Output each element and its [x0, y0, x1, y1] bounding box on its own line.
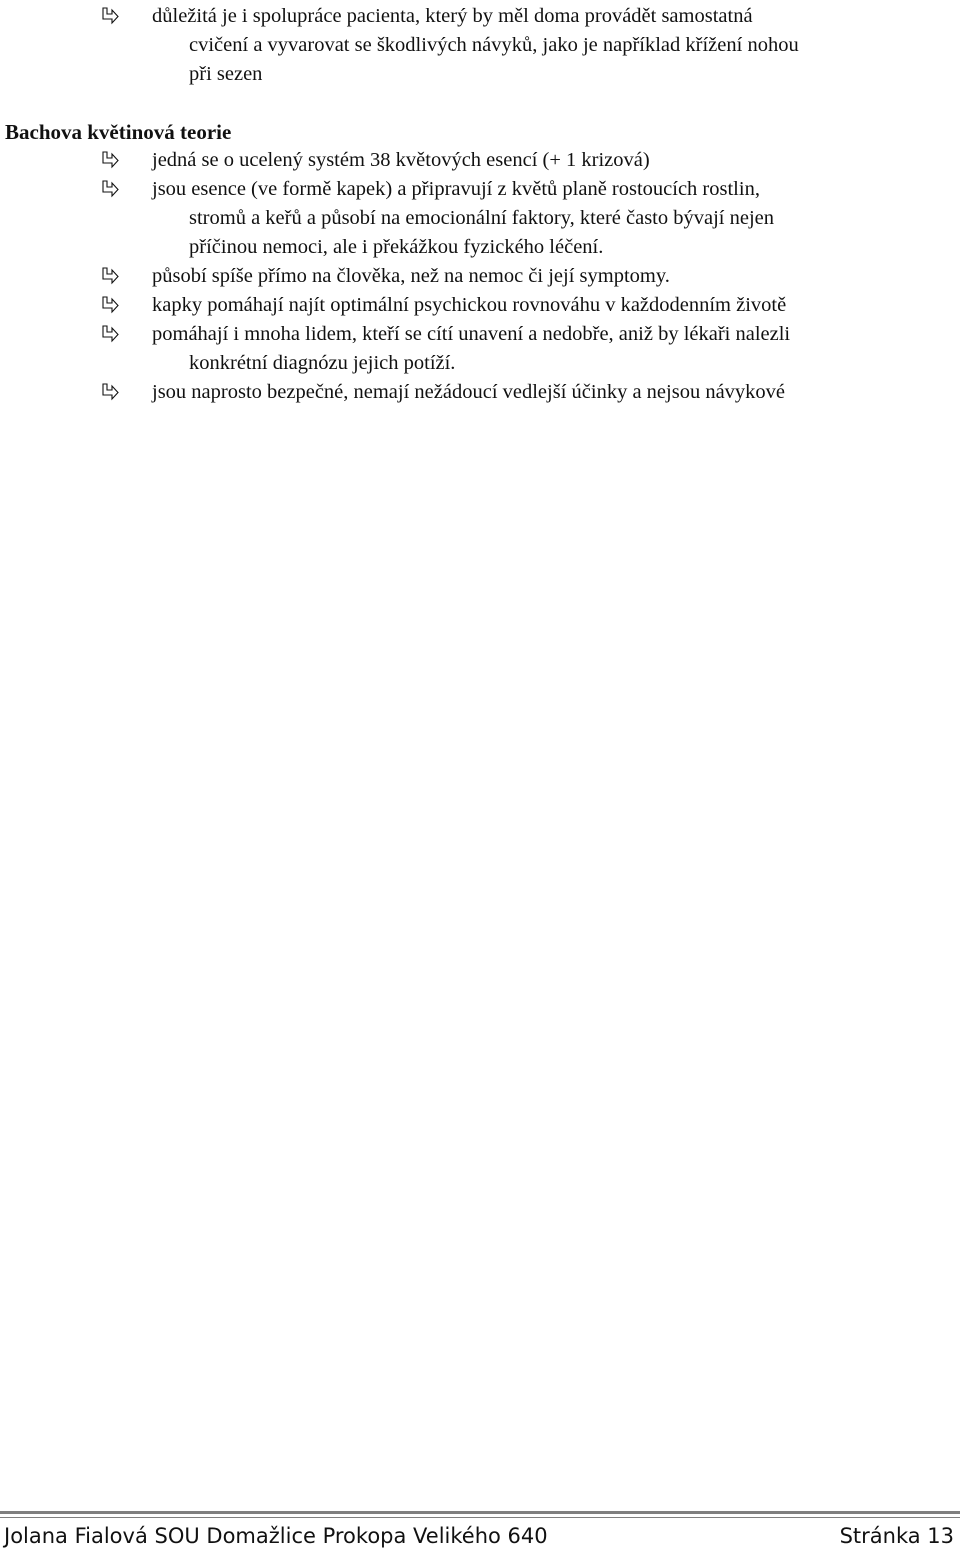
- list-item-line: konkrétní diagnózu jejich potíží.: [189, 352, 456, 374]
- list-item-line: pomáhají i mnoha lidem, kteří se cítí unavení a nedobře, aniž by lékaři nalezli: [152, 323, 791, 345]
- list-item-line: důležitá je i spolupráce pacienta, který by měl doma provádět samostatná: [152, 5, 753, 27]
- list-item-line: při sezen: [189, 63, 263, 85]
- list-item: [0, 175, 960, 262]
- list-item: [0, 320, 960, 378]
- footer-author: Jolana Fialová SOU Domažlice Prokopa Velikého 640: [4, 1524, 548, 1548]
- footer-divider: [0, 1511, 960, 1514]
- arrow-bullet-icon: [100, 180, 120, 198]
- list-item-line: stromů a keřů a působí na emocionální faktory, které často bývají nejen: [189, 207, 775, 229]
- arrow-bullet-icon: [100, 383, 120, 401]
- list-item: [0, 291, 960, 320]
- list-item: [0, 378, 960, 407]
- arrow-bullet-icon: [100, 325, 120, 343]
- arrow-bullet-icon: [100, 151, 120, 169]
- footer-divider: [0, 1517, 960, 1518]
- arrow-bullet-icon: [100, 7, 120, 25]
- list-item-line: kapky pomáhají najít optimální psychickou rovnováhu v každodenním životě: [152, 294, 787, 316]
- list-item: [0, 2, 960, 89]
- list-item: [0, 262, 960, 291]
- list-item-line: jsou naprosto bezpečné, nemají nežádoucí vedlejší účinky a nejsou návykové: [152, 381, 786, 403]
- list-item: [0, 146, 960, 175]
- list-item-line: působí spíše přímo na člověka, než na nemoc či její symptomy.: [152, 265, 670, 287]
- page-number: Stránka 13: [839, 1524, 954, 1548]
- list-item-line: jsou esence (ve formě kapek) a připravují z květů planě rostoucích rostlin,: [152, 178, 760, 200]
- section-heading: Bachova květinová teorie: [5, 120, 232, 144]
- list-item-line: příčinou nemoci, ale i překážkou fyzického léčení.: [189, 236, 604, 258]
- arrow-bullet-icon: [100, 267, 120, 285]
- arrow-bullet-icon: [100, 296, 120, 314]
- list-item-line: jedná se o ucelený systém 38 květových esencí (+ 1 krizová): [152, 149, 650, 171]
- list-item-line: cvičení a vyvarovat se škodlivých návyků, jako je například křížení nohou: [189, 34, 799, 56]
